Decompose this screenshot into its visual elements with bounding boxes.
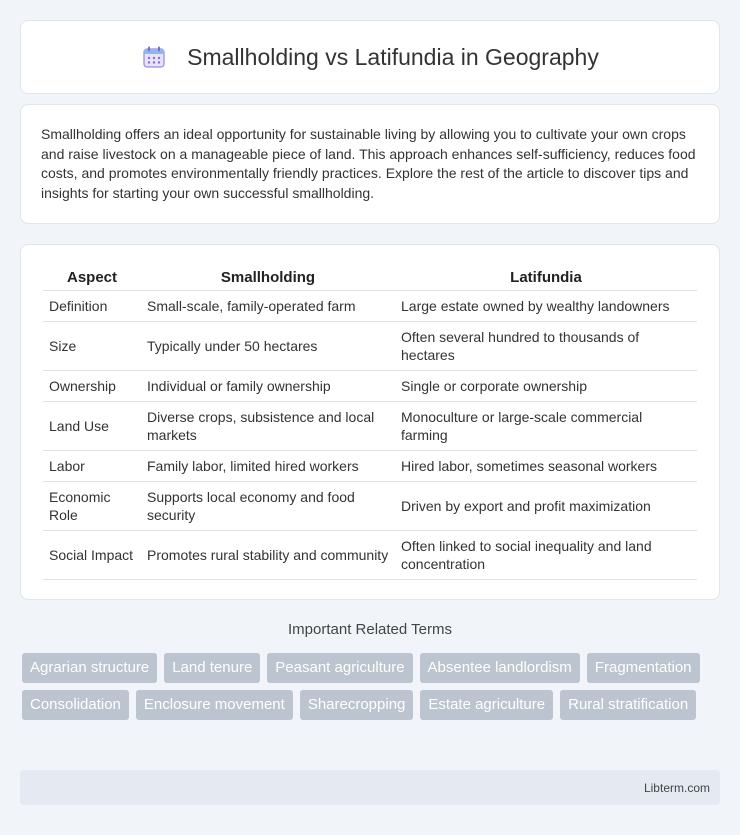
table-row <box>43 322 697 371</box>
column-header-aspect: Aspect <box>66 269 118 286</box>
header-card <box>20 20 720 94</box>
intro-card <box>20 104 720 224</box>
cell-smallholding: Typically under 50 hectares <box>141 322 395 371</box>
comparison-table-card <box>20 244 720 600</box>
tag-enclosure-movement[interactable]: Enclosure movement <box>136 690 293 720</box>
page-title: Smallholding vs Latifundia in Geography <box>187 43 599 70</box>
cell-smallholding: Small-scale, family-operated farm <box>141 291 395 322</box>
tag-peasant-agriculture[interactable]: Peasant agriculture <box>267 653 412 683</box>
cell-aspect: Social Impact <box>43 531 141 580</box>
table-row <box>43 482 697 531</box>
table-row <box>43 402 697 451</box>
table-header-row <box>43 265 697 291</box>
intro-paragraph: Smallholding offers an ideal opportunity for sustainable living by allowing you to cultivate your own crops and raise livestock on a manageable piece of land. This approach enhances self-sufficiency, reduces food costs, and promotes environmentally friendly practices. Explore the rest of the article to discover tips and insights for starting your own successful smallholding. <box>41 126 696 201</box>
cell-aspect: Size <box>43 322 141 371</box>
related-terms-tags <box>22 653 722 720</box>
tag-fragmentation[interactable]: Fragmentation <box>587 653 700 683</box>
cell-latifundia: Monoculture or large-scale commercial farming <box>395 402 697 451</box>
cell-aspect: Definition <box>43 291 141 322</box>
cell-smallholding: Family labor, limited hired workers <box>141 451 395 482</box>
table-row <box>43 371 697 402</box>
cell-latifundia: Often several hundred to thousands of hectares <box>395 322 697 371</box>
tag-sharecropping[interactable]: Sharecropping <box>300 690 414 720</box>
cell-smallholding: Promotes rural stability and community <box>141 531 395 580</box>
cell-smallholding: Diverse crops, subsistence and local markets <box>141 402 395 451</box>
tag-land-tenure[interactable]: Land tenure <box>164 653 260 683</box>
cell-smallholding: Supports local economy and food security <box>141 482 395 531</box>
tag-consolidation[interactable]: Consolidation <box>22 690 129 720</box>
comparison-table <box>43 265 697 580</box>
cell-latifundia: Single or corporate ownership <box>395 371 697 402</box>
footer <box>20 770 720 805</box>
cell-aspect: Economic Role <box>43 482 141 531</box>
calendar-icon <box>141 44 167 70</box>
cell-latifundia: Driven by export and profit maximization <box>395 482 697 531</box>
table-row <box>43 531 697 580</box>
table-row <box>43 291 697 322</box>
cell-aspect: Labor <box>43 451 141 482</box>
table-row <box>43 451 697 482</box>
tag-estate-agriculture[interactable]: Estate agriculture <box>420 690 553 720</box>
tag-agrarian-structure[interactable]: Agrarian structure <box>22 653 157 683</box>
column-header-smallholding: Smallholding <box>220 269 316 286</box>
cell-latifundia: Large estate owned by wealthy landowners <box>395 291 697 322</box>
cell-aspect: Land Use <box>43 402 141 451</box>
tag-rural-stratification[interactable]: Rural stratification <box>560 690 696 720</box>
tag-absentee-landlordism[interactable]: Absentee landlordism <box>420 653 580 683</box>
column-header-latifundia: Latifundia <box>510 269 582 286</box>
footer-site-link[interactable]: Libterm.com <box>643 780 710 795</box>
cell-latifundia: Often linked to social inequality and land concentration <box>395 531 697 580</box>
related-terms-heading: Important Related Terms <box>288 621 452 638</box>
cell-smallholding: Individual or family ownership <box>141 371 395 402</box>
cell-aspect: Ownership <box>43 371 141 402</box>
cell-latifundia: Hired labor, sometimes seasonal workers <box>395 451 697 482</box>
